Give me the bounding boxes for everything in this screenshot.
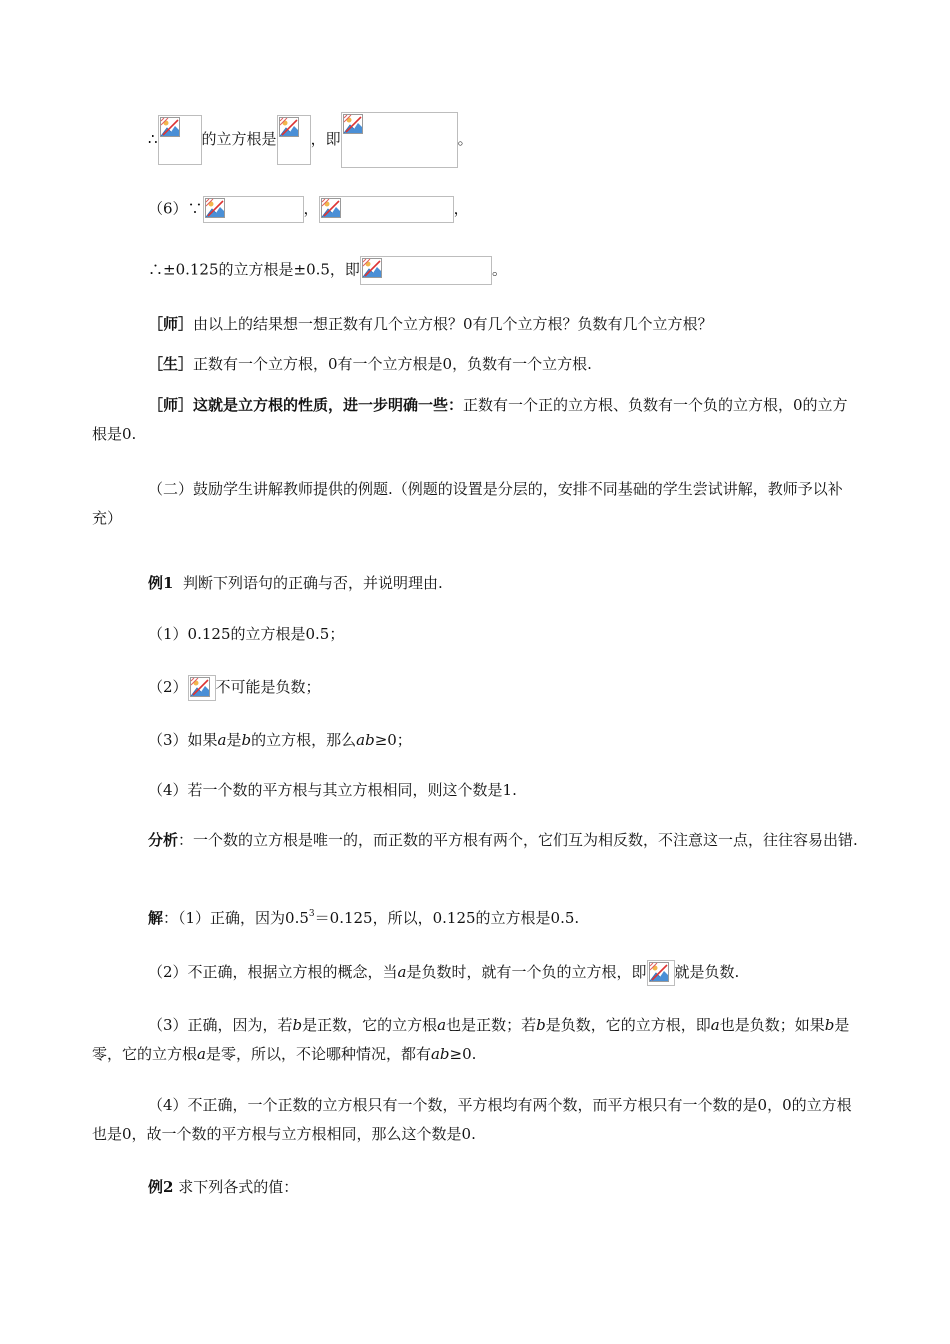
formula-image (277, 115, 311, 165)
solution-1: 解：（1）正确，因为$0.5^3=0.125$，所以，0.125的立方根是0.5. (148, 909, 580, 927)
formula-image (647, 960, 675, 986)
analysis: 分析：一个数的立方根是唯一的，而正数的平方根有两个，它们互为相反数，不注意这一点，往往容易出错. (148, 831, 858, 849)
formula-image (203, 196, 304, 223)
teacher-summary: ［师］这就是立方根的性质，进一步明确一些：正数有一个正的立方根、负数有一个负的立方根，0的立方根是0. (92, 396, 848, 443)
line-item-6: （6）∵ ， ， (148, 196, 858, 223)
formula-image (341, 112, 458, 168)
broken-image-icon (362, 258, 382, 278)
broken-image-icon (190, 677, 210, 697)
solution-4: （4）不正确，一个正数的立方根只有一个数，平方根均有两个数，而平方根只有一个数的是0，0的立方根也是0，故一个数的平方根与立方根相同，那么这个数是0. (92, 1096, 852, 1143)
question-1: （1）0.125的立方根是0.5； (148, 625, 345, 643)
question-4: （4）若一个数的平方根与其立方根相同，则这个数是1. (148, 781, 517, 799)
broken-image-icon (279, 117, 299, 137)
broken-image-icon (160, 117, 180, 137)
line-cube-root-conclusion: ∴ 的立方根是 ，即 。 (148, 112, 858, 168)
example-1-title: 例1 判断下列语句的正确与否，并说明理由. (148, 574, 443, 592)
student-answer: ［生］正数有一个立方根，0有一个立方根是0，负数有一个立方根. (148, 355, 592, 373)
example-2-title: 例2 求下列各式的值： (148, 1178, 299, 1196)
broken-image-icon (321, 198, 341, 218)
question-2: （2） 不可能是负数； (148, 675, 858, 701)
teacher-question: ［师］由以上的结果想一想正数有几个立方根？0有几个立方根？负数有几个立方根？ (148, 315, 713, 333)
section-two-paragraph: （二）鼓励学生讲解教师提供的例题.（例题的设置是分层的，安排不同基础的学生尝试讲解，教师予以补充） (92, 480, 843, 527)
line-item-6-conclusion: ∴±0.125的立方根是±0.5，即 。 (148, 256, 858, 285)
solution-2: （2）不正确，根据立方根的概念，当a是负数时，就有一个负的立方根，即 就是负数. (148, 960, 858, 986)
formula-image (188, 675, 216, 701)
broken-image-icon (205, 198, 225, 218)
question-3: （3）如果a是b的立方根，那么ab≥0； (148, 731, 412, 749)
solution-3: （3）正确，因为，若b是正数，它的立方根a也是正数；若b是负数，它的立方根，即a也是负数；如果b是零，它的立方根a是零，所以，不论哪种情况，都有ab≥0. (92, 1016, 850, 1063)
formula-image (158, 115, 202, 165)
broken-image-icon (343, 114, 363, 134)
broken-image-icon (649, 962, 669, 982)
formula-image (360, 256, 492, 285)
formula-image (319, 196, 454, 223)
